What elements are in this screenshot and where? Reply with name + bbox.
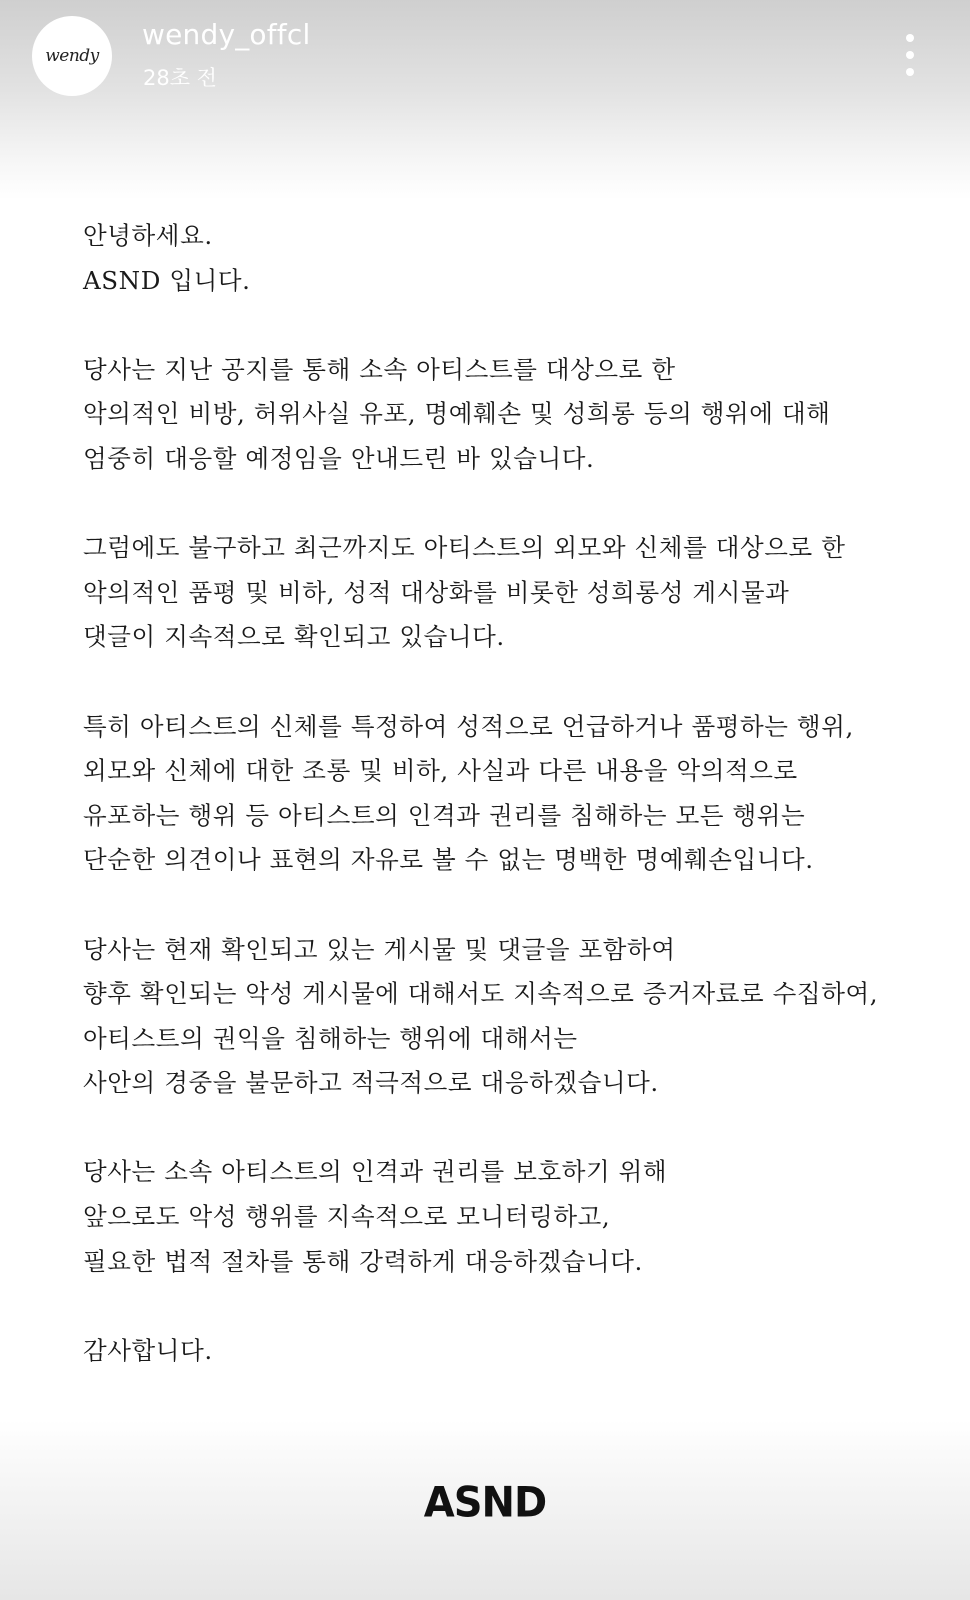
avatar-logo: wendy [45,46,99,66]
notice-closing: 감사합니다. [83,1335,213,1365]
more-dot-icon [906,34,914,42]
notice-line: 당사는 지난 공지를 통해 소속 아티스트를 대상으로 한 [83,354,676,384]
more-dot-icon [906,68,914,76]
notice-line: 사안의 경중을 불문하고 적극적으로 대응하겠습니다. [83,1068,659,1098]
notice-greeting: 안녕하세요. [83,221,213,250]
notice-company-intro: ASND 입니다. [83,265,251,295]
notice-line: 엄중히 대응할 예정임을 안내드린 바 있습니다. [83,443,595,473]
notice-line: 그럼에도 불구하고 최근까지도 아티스트의 외모와 신체를 대상으로 한 [83,533,846,563]
story-header [0,0,970,200]
notice-line: 특히 아티스트의 신체를 특정하여 성적으로 언급하거나 품평하는 행위, [83,711,854,741]
notice-line: 악의적인 품평 및 비하, 성적 대상화를 비롯한 성희롱성 게시물과 [83,577,790,607]
post-timestamp: 28초 전 [143,66,217,90]
notice-line: 향후 확인되는 악성 게시물에 대해서도 지속적으로 증거자료로 수집하여, [83,979,879,1009]
notice-line: 당사는 현재 확인되고 있는 게시물 및 댓글을 포함하여 [83,934,676,964]
asnd-logo: ASND [423,1478,547,1528]
notice-line: 악의적인 비방, 허위사실 유포, 명예훼손 및 성희롱 등의 행위에 대해 [83,399,831,429]
notice-line: 당사는 소속 아티스트의 인격과 권리를 보호하기 위해 [83,1157,668,1187]
notice-line: 필요한 법적 절차를 통해 강력하게 대응하겠습니다. [83,1246,643,1276]
more-options-button[interactable] [894,30,926,80]
notice-body [83,214,943,1373]
notice-line: 아티스트의 권익을 침해하는 행위에 대해서는 [83,1023,578,1053]
notice-line: 외모와 신체에 대한 조롱 및 비하, 사실과 다른 내용을 악의적으로 [83,756,798,786]
notice-line: 유포하는 행위 등 아티스트의 인격과 권리를 침해하는 모든 행위는 [83,800,806,830]
notice-line: 댓글이 지속적으로 확인되고 있습니다. [83,622,505,652]
more-dot-icon [906,51,914,59]
account-username[interactable]: wendy_offcl [142,18,311,51]
notice-line: 단순한 의견이나 표현의 자유로 볼 수 없는 명백한 명예훼손입니다. [83,845,814,875]
notice-line: 앞으로도 악성 행위를 지속적으로 모니터링하고, [83,1202,611,1232]
profile-avatar[interactable] [32,16,112,96]
